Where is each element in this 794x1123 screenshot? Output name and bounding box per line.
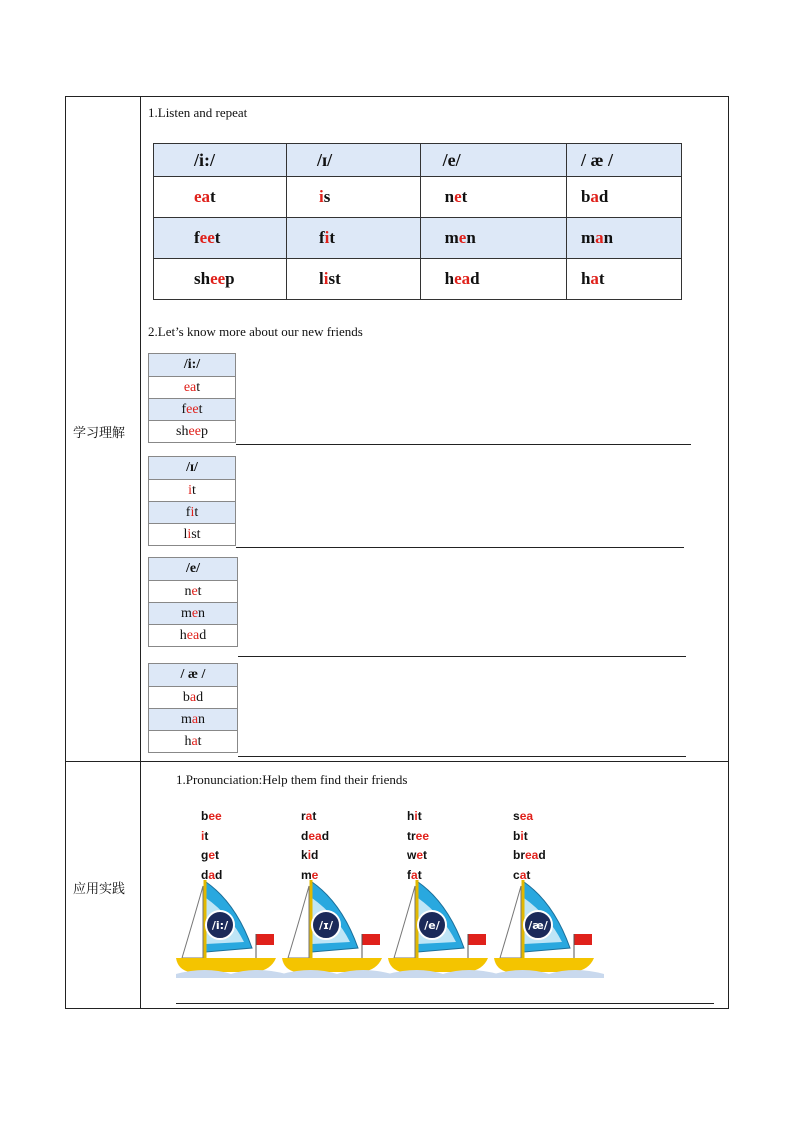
heading-listen-repeat: 1.Listen and repeat	[148, 105, 248, 120]
sound-box-word: list	[149, 524, 235, 546]
phonics-word: net	[420, 177, 566, 218]
word-item: me	[301, 867, 319, 882]
sound-box-word: net	[149, 581, 237, 603]
sailboat-illustration	[176, 878, 286, 978]
sound-box-title: /e/	[149, 558, 237, 581]
sound-badge-label: /e/	[424, 919, 440, 932]
sailboat-illustration	[388, 878, 498, 978]
answer-line[interactable]	[238, 756, 686, 757]
phonics-word: man	[566, 218, 681, 259]
phonics-word: list	[287, 259, 421, 300]
sound-box-word: men	[149, 603, 237, 625]
sound-badge-label: /æ/	[528, 919, 548, 932]
phonics-table-row	[154, 259, 682, 300]
phonics-word: men	[420, 218, 566, 259]
sound-box-i-short	[148, 456, 236, 546]
sound-box-word: eat	[149, 377, 235, 399]
word-group-1	[201, 807, 222, 885]
phonics-header-cell: /e/	[420, 144, 566, 177]
sound-box-word: bad	[149, 687, 237, 709]
phonics-word: is	[287, 177, 421, 218]
word-item: bee	[201, 809, 222, 823]
phonics-header-cell: /ɪ/	[287, 144, 421, 177]
answer-line[interactable]	[236, 547, 684, 548]
section-label-practice: 应用实践	[73, 882, 126, 897]
word-item: tree	[407, 828, 430, 843]
sailboat-illustration	[282, 878, 392, 978]
phonics-word: hat	[566, 259, 681, 300]
phonics-table-row	[154, 218, 682, 259]
word-item: wet	[407, 848, 428, 862]
word-group-2	[301, 807, 329, 885]
heading-know-more: 2.Let’s know more about our new friends	[148, 324, 363, 339]
sound-badge-label: /i:/	[211, 919, 229, 932]
answer-line[interactable]	[176, 1003, 714, 1004]
sound-box-i-long	[148, 353, 236, 443]
sound-box-title: /ɪ/	[149, 457, 235, 480]
sound-badge-label: /ɪ/	[318, 919, 334, 932]
phonics-table-header-row	[154, 144, 682, 177]
sound-box-title: / æ /	[149, 664, 237, 687]
sound-box-word: fit	[149, 502, 235, 524]
sound-box-word: hat	[149, 731, 237, 753]
word-item: get	[201, 848, 220, 862]
phonics-table	[153, 143, 682, 300]
word-item: sea	[513, 809, 534, 823]
word-item: kid	[301, 848, 319, 862]
phonics-table-row	[154, 177, 682, 218]
section-label-understanding: 学习理解	[73, 426, 126, 441]
word-item: dead	[301, 828, 330, 843]
phonics-header-cell: / æ /	[566, 144, 681, 177]
heading-pronunciation: 1.Pronunciation:Help them find their friends	[176, 772, 408, 787]
word-item: dad	[201, 867, 223, 882]
word-item: hit	[407, 809, 422, 823]
phonics-word: head	[420, 259, 566, 300]
word-item: bit	[513, 828, 528, 843]
word-item: cat	[513, 867, 531, 882]
phonics-header-cell: /i:/	[154, 144, 287, 177]
phonics-word: fit	[287, 218, 421, 259]
sound-box-word: sheep	[149, 421, 235, 443]
phonics-word: eat	[154, 177, 287, 218]
sound-box-e	[148, 557, 238, 647]
word-item: fat	[407, 867, 422, 882]
sound-box-ae	[148, 663, 238, 753]
sound-box-word: man	[149, 709, 237, 731]
sound-box-word: it	[149, 480, 235, 502]
word-group-4	[513, 807, 546, 885]
phonics-word: bad	[566, 177, 681, 218]
sound-box-word: feet	[149, 399, 235, 421]
word-item: bread	[513, 848, 546, 862]
phonics-word: feet	[154, 218, 287, 259]
phonics-word: sheep	[154, 259, 287, 300]
answer-line[interactable]	[236, 444, 691, 445]
sailboat-illustration	[494, 878, 604, 978]
answer-line[interactable]	[238, 656, 686, 657]
word-item: rat	[301, 809, 317, 823]
sound-box-title: /i:/	[149, 354, 235, 377]
word-group-3	[407, 807, 429, 885]
word-item: it	[201, 828, 209, 843]
sound-box-word: head	[149, 625, 237, 647]
